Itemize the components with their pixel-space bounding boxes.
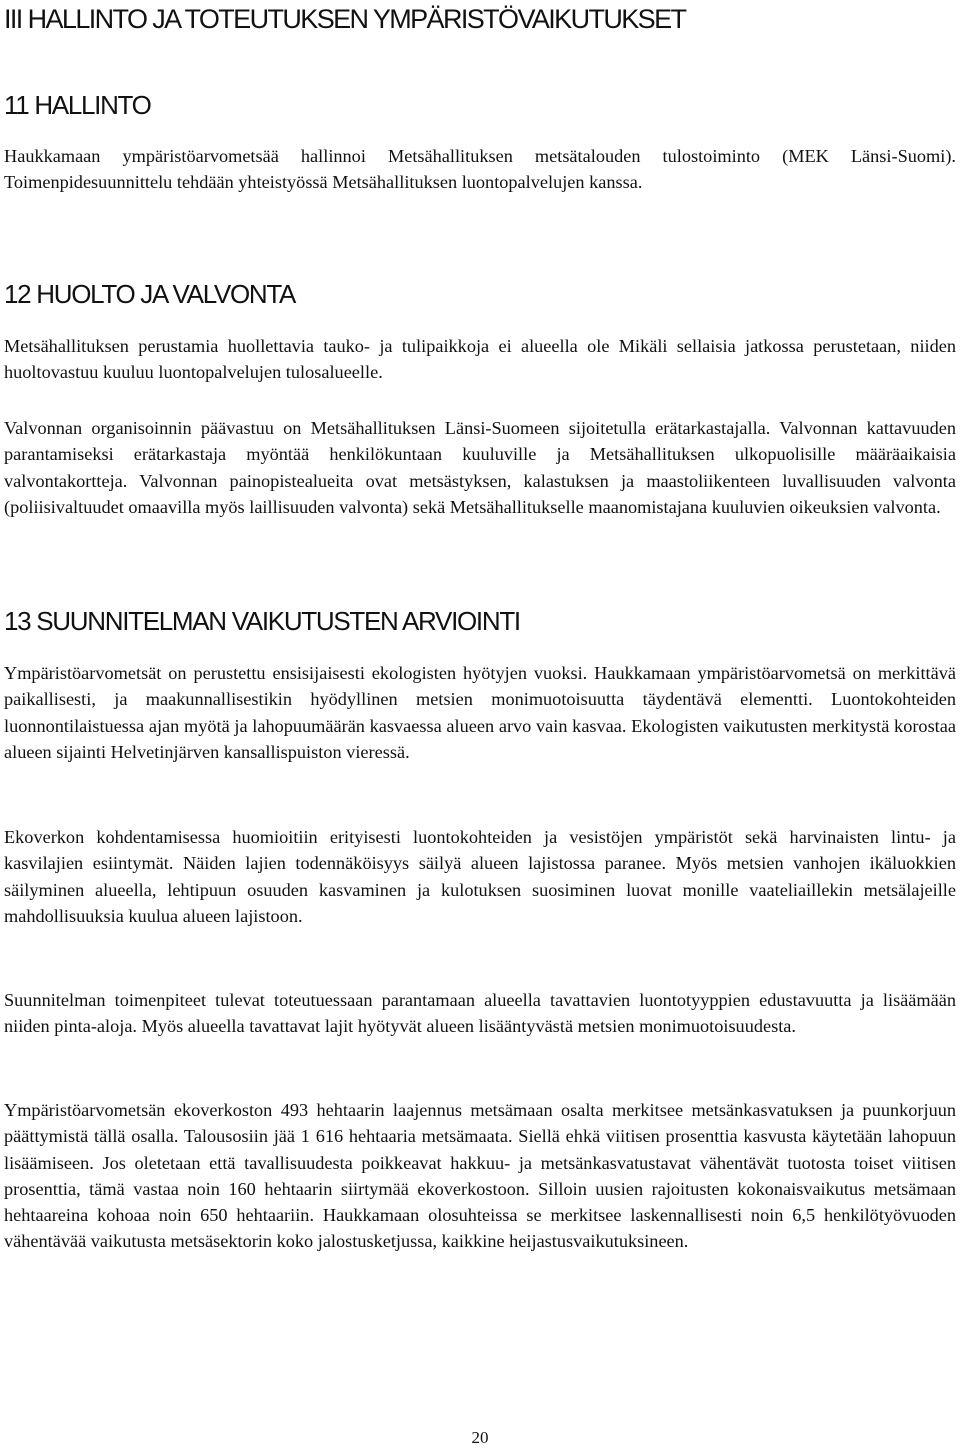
paragraph-ekoverkoston-laajennus: Ympäristöarvometsän ekoverkoston 493 hehtaarin laajennus metsämaan osalta merkitsee metsänkasvatuksen ja puunkorjuun päättymistä tällä osalla. Talousosiin jää 1 616 hehtaaria metsämaata. Siellä ehkä viitisen prosenttia kasvusta käytetään lahopuun lisäämiseen. Jos oletetaan että tavallisuudesta poikkeavat hakkuu- ja metsänkasvatustavat vähentävät tuotosta toiset viitisen prosenttia, tämä vastaa noin 160 hehtaarin siirtymää ekoverkostoon. Silloin uusien rajoitusten kokonaisvaikutus metsämaan hehtaareina kohoaa noin 650 hehtaariin. Haukkamaan olosuhteissa se merkitsee laskennallisesti noin 6,5 henkilötyövuoden vähentävää vaikutusta metsäsektorin koko jalostusketjussa, kaikkine heijastusvaikutuksineen.: [4, 1100, 956, 1252]
section-heading-hallinto: 11 HALLINTO: [4, 90, 151, 120]
paragraph-hallinto: Haukkamaan ympäristöarvometsää hallinnoi Metsähallituksen metsätalouden tulostoiminto (MEK Länsi-Suomi). Toimenpidesuunnittelu tehdään yhteistyössä Metsähallituksen luontopalvelujen kanssa.: [4, 146, 956, 193]
section-heading-vaikutusten-arviointi: 13 SUUNNITELMAN VAIKUTUSTEN ARVIOINTI: [4, 606, 520, 636]
paragraph-toimenpiteet: Suunnitelman toimenpiteet tulevat toteutuessaan parantamaan alueella tavattavien luontotyyppien edustavuutta ja lisäämään niiden pinta-aloja. Myös alueella tavattavat lajit hyötyvät alueen lisääntyvästä metsien monimuotoisuudesta.: [4, 990, 956, 1037]
paragraph-huoltovastuu: Metsähallituksen perustamia huollettavia tauko- ja tulipaikkoja ei alueella ole Mikäli sellaisia jatkossa perustetaan, niiden huoltovastuu kuuluu luontopalvelujen tulosalueelle.: [4, 336, 956, 383]
page-number: 20: [471, 1428, 489, 1447]
section-heading-huolto-ja-valvonta: 12 HUOLTO JA VALVONTA: [4, 279, 296, 309]
paragraph-valvonta: Valvonnan organisoinnin päävastuu on Metsähallituksen Länsi-Suomeen sijoitetulla erätarkastajalla. Valvonnan kattavuuden parantamiseksi erätarkastaja myöntää henkilökuntaan kuuluville ja Metsähallituksen ulkopuolisille määräaikaisia valvontakortteja. Valvonnan painopistealueita ovat metsästyksen, kalastuksen ja maastoliikenteen luvallisuuden valvonta (poliisivaltuudet omaavilla myös laillisuuden valvonta) sekä Metsähallitukselle maanomistajana kuuluvien oikeuksien valvonta.: [4, 418, 956, 517]
paragraph-ekologiset-hyodyt: Ympäristöarvometsät on perustettu ensisijaisesti ekologisten hyötyjen vuoksi. Haukkamaan ympäristöarvometsä on merkittävä paikallisesti, ja maakunnallisestikin hyödyllinen metsien monimuotoisuutta täydentävä elementti. Luontokohteiden luonnontilaistuessa ajan myötä ja lahopuumäärän kasvaessa alueen arvo vain kasvaa. Ekologisten vaikutusten merkitystä korostaa alueen sijainti Helvetinjärven kansallispuiston vieressä.: [4, 663, 956, 762]
main-title: III HALLINTO JA TOTEUTUKSEN YMPÄRISTÖVAIKUTUKSET: [4, 4, 686, 34]
paragraph-ekoverkko: Ekoverkon kohdentamisessa huomioitiin erityisesti luontokohteiden ja vesistöjen ympäristöt sekä harvinaisten lintu- ja kasvilajien esiintymät. Näiden lajien todennäköisyys säilyä alueen lajistossa paranee. Myös metsien vanhojen ikäluokkien säilyminen alueella, lehtipuun osuuden kasvaminen ja kulotuksen suosiminen luovat monille vaateliaillekin metsälajeille mahdollisuuksia kuulua alueen lajistoon.: [4, 827, 956, 926]
